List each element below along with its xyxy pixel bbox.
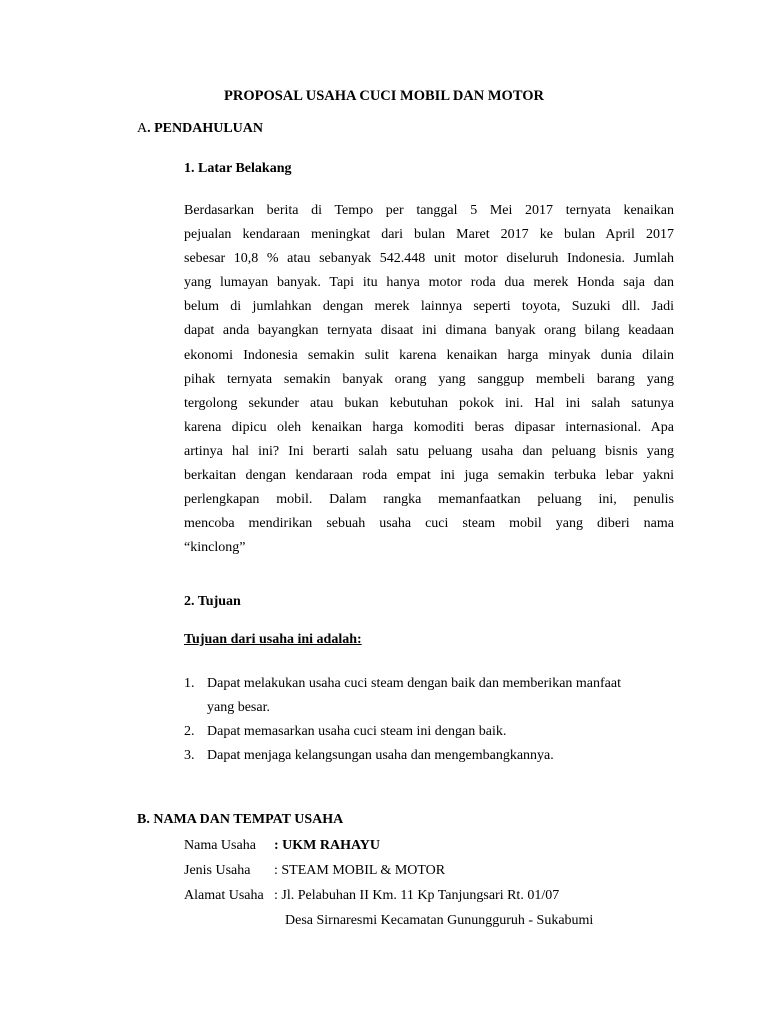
list-number: 3.	[184, 748, 195, 763]
paragraph-line: “kinclong”	[184, 540, 246, 556]
paragraph-line: berkaitan dengan kendaraan roda empat ini juga semakin terbuka lebar yakni	[184, 468, 674, 484]
document-title: PROPOSAL USAHA CUCI MOBIL DAN MOTOR	[224, 88, 544, 104]
alamat-usaha-line2: Desa Sirnaresmi Kecamatan Gunungguruh - Sukabumi	[285, 913, 594, 928]
paragraph-line: pejualan kendaraan meningkat dari bulan Maret 2017 ke bulan April 2017	[184, 227, 674, 243]
alamat-usaha-row	[184, 888, 559, 904]
paragraph-line: tergolong sekunder atau bukan kebutuhan pokok ini. Hal ini salah satunya	[184, 395, 674, 411]
list-item	[184, 744, 684, 768]
paragraph-line: ekonomi Indonesia semakin sulit karena kenaikan harga minyak dunia dilain	[184, 347, 674, 363]
paragraph-line: pihak ternyata semakin banyak orang yang sanggup membeli barang yang	[184, 371, 674, 387]
section-b-heading: B. NAMA DAN TEMPAT USAHA	[137, 812, 344, 827]
list-item-text: Dapat memasarkan usaha cuci steam ini dengan baik.	[207, 724, 507, 739]
tujuan-heading: 2. Tujuan	[184, 594, 241, 609]
list-item	[184, 720, 684, 744]
jenis-usaha-value: : STEAM MOBIL & MOTOR	[274, 863, 446, 878]
paragraph-line: sebesar 10,8 % atau sebanyak 542.448 unit motor diseluruh Indonesia. Jumlah	[184, 251, 674, 267]
paragraph-line: belum di jumlahkan dengan merek lainnya seperti toyota, Suzuki dll. Jadi	[184, 299, 674, 315]
tujuan-subheading: Tujuan dari usaha ini adalah:	[184, 632, 362, 647]
list-item	[184, 672, 684, 720]
paragraph-line: yang lumayan banyak. Tapi itu hanya motor roda dua merek Honda saja dan	[184, 275, 674, 291]
list-number: 2.	[184, 724, 195, 739]
list-item-text: Dapat menjaga kelangsungan usaha dan mengembangkannya.	[207, 748, 554, 763]
section-a-letter: A	[137, 121, 148, 136]
nama-usaha-row	[184, 838, 380, 854]
paragraph-line: artinya hal ini? Ini berarti salah satu peluang usaha dan peluang bisnis yang	[184, 443, 674, 459]
latar-belakang-paragraph	[184, 199, 674, 560]
latar-belakang-heading: 1. Latar Belakang	[184, 161, 292, 176]
nama-usaha-label: Nama Usaha	[184, 838, 256, 853]
jenis-usaha-row	[184, 863, 445, 879]
nama-usaha-value: : UKM RAHAYU	[274, 838, 381, 853]
paragraph-line: karena dipicu oleh kenaikan harga komoditi beras dipasar internasional. Apa	[184, 419, 674, 435]
paragraph-line: mencoba mendirikan sebuah usaha cuci steam mobil yang diberi nama	[184, 516, 674, 532]
paragraph-line: Berdasarkan berita di Tempo per tanggal 5 Mei 2017 ternyata kenaikan	[184, 203, 674, 218]
alamat-usaha-value: : Jl. Pelabuhan II Km. 11 Kp Tanjungsari Rt. 01/07	[274, 888, 560, 903]
paragraph-line: perlengkapan mobil. Dalam rangka memanfaatkan peluang ini, penulis	[184, 492, 674, 508]
alamat-usaha-label: Alamat Usaha	[184, 888, 264, 903]
jenis-usaha-label: Jenis Usaha	[184, 863, 251, 878]
section-a-title: . PENDAHULUAN	[147, 121, 264, 136]
list-number: 1.	[184, 676, 195, 691]
paragraph-line: dapat anda bayangkan ternyata disaat ini dimana banyak orang bilang keadaan	[184, 323, 674, 339]
tujuan-list	[184, 672, 684, 768]
list-item-text: yang besar.	[207, 700, 270, 715]
section-a-heading	[137, 121, 263, 137]
list-item-text: Dapat melakukan usaha cuci steam dengan baik dan memberikan manfaat	[207, 676, 621, 691]
